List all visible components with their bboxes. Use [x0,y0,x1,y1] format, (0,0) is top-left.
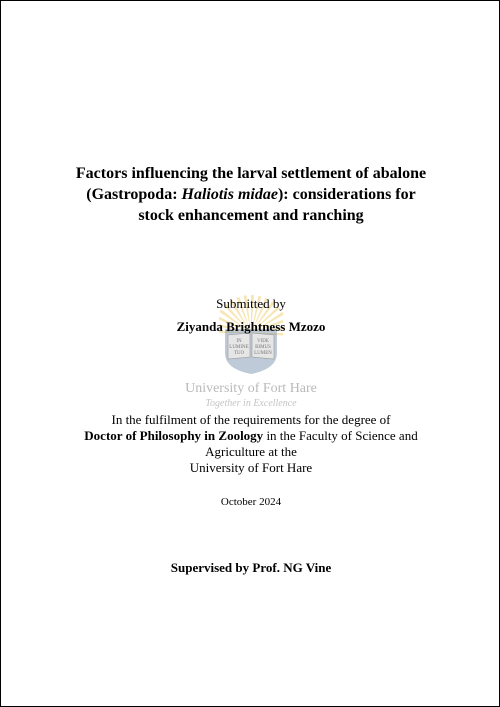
thesis-title [41,163,461,226]
fulfilment-line-3: Agriculture at the [205,444,297,459]
title-line-2 [41,184,461,205]
book-right-text-1: VIDE [257,339,269,344]
title-line-2-post: ): considerations for [277,186,416,203]
submitted-by-label: Submitted by [216,296,286,311]
supervisor-line: Supervised by Prof. NG Vine [170,560,332,575]
university-name: University of Fort Hare [185,381,317,396]
university-motto: Together in Excellence [205,398,297,409]
degree-name: Doctor of Philosophy in Zoology [84,428,264,443]
species-name: Haliotis midae [181,186,278,203]
book-right-text-3: LUMEN [254,351,272,356]
title-line-2-pre: (Gastropoda: [86,186,182,203]
submission-date: October 2024 [220,496,282,508]
fulfilment-line-4: University of Fort Hare [189,460,313,475]
book-right-text-2: BIMUS [255,345,271,350]
author-name: Ziyanda Brightness Mzozo [176,319,326,334]
book-left-text-3: TUO [233,351,245,356]
book-left-text-2: LUMINE [229,345,249,350]
degree-statement [61,412,441,476]
faculty-text: in the Faculty of Science and [263,428,418,443]
book-left-text-1: IN [236,339,242,344]
title-line-1: Factors influencing the larval settlement of abalone [75,165,427,182]
title-line-3: stock enhancement and ranching [138,207,364,224]
fulfilment-line-1: In the fulfilment of the requirements for the degree of [111,412,391,427]
fulfilment-line-2 [61,428,441,444]
